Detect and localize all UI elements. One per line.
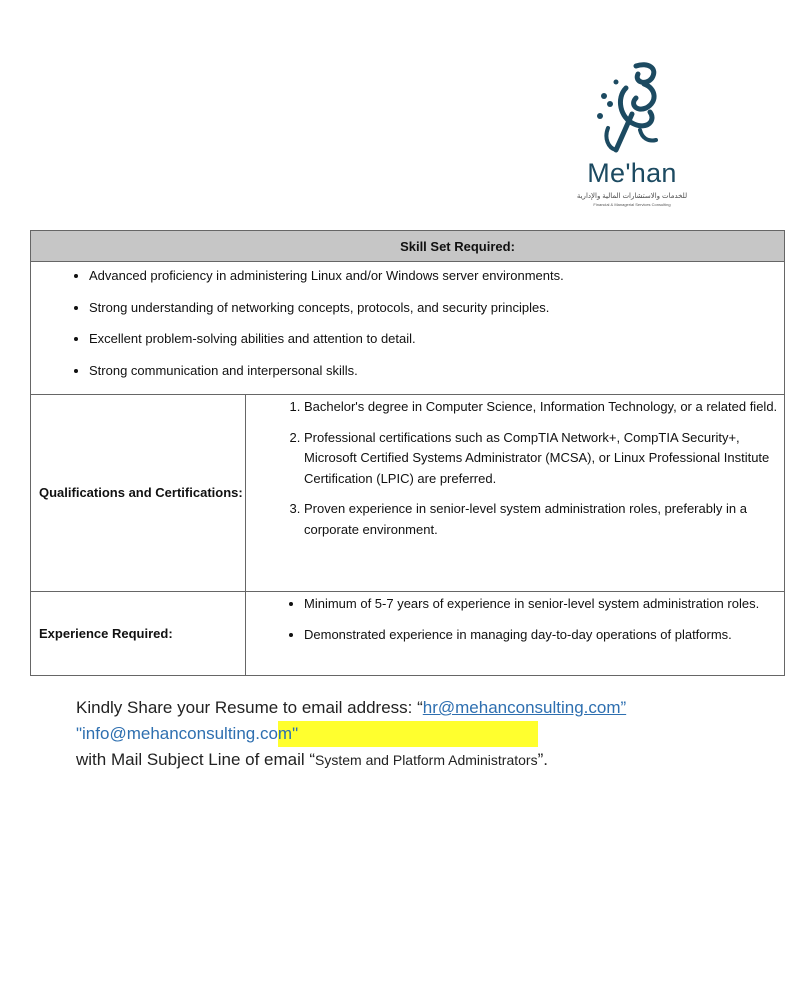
- qualifications-label: Qualifications and Certifications:: [31, 395, 246, 592]
- logo-name: Me'han: [587, 158, 677, 188]
- contact-line-3: [76, 747, 626, 773]
- qualification-item: 2. Professional certifications such as CompTIA Network+, CompTIA Security+, Microsoft Certified Systems Administrator (MCSA), or Linux Professional Institute Certification (LPIC) are preferred.: [304, 428, 784, 490]
- logo-tagline-english: Financial & Managerial Services Consulting: [593, 202, 671, 207]
- calligraphy-logo-icon: [586, 58, 674, 158]
- skills-table: [30, 230, 785, 676]
- qualifications-list: [246, 397, 784, 540]
- experience-label: Experience Required:: [31, 592, 246, 676]
- experience-item: • Minimum of 5-7 years of experience in senior-level system administration roles.: [304, 594, 784, 615]
- contact-prefix: Kindly Share your Resume to email address: “: [76, 698, 423, 717]
- contact-line-2: [76, 721, 626, 747]
- qualification-item: 1. Bachelor's degree in Computer Science, Information Technology, or a related field.: [304, 397, 784, 418]
- skill-item: • Excellent problem-solving abilities and attention to detail.: [89, 331, 784, 347]
- experience-item: • Demonstrated experience in managing day-to-day operations of platforms.: [304, 625, 784, 646]
- skills-cell: [31, 262, 785, 395]
- mail-subject: System and Platform Administrators: [315, 752, 538, 768]
- qualifications-cell: [246, 395, 785, 592]
- info-email[interactable]: "info@mehanconsulting.co: [76, 724, 278, 743]
- contact-section: [76, 695, 626, 773]
- skill-item: • Advanced proficiency in administering Linux and/or Windows server environments.: [89, 268, 784, 284]
- table-header: Skill Set Required:: [31, 231, 785, 262]
- hr-email-link[interactable]: hr@mehanconsulting.com”: [422, 698, 627, 717]
- qualification-item: 3. Proven experience in senior-level system administration roles, preferably in a corporate environment.: [304, 499, 784, 540]
- skills-list: [31, 268, 784, 379]
- skill-item: • Strong understanding of networking concepts, protocols, and security principles.: [89, 300, 784, 316]
- company-logo: [576, 58, 688, 214]
- experience-cell: [246, 592, 785, 676]
- logo-tagline-arabic: للخدمات والاستشارات المالية والإدارية: [576, 193, 688, 200]
- skill-item: • Strong communication and interpersonal skills.: [89, 363, 784, 379]
- subject-prefix: with Mail Subject Line of email “: [76, 750, 316, 769]
- subject-suffix: ”.: [537, 750, 548, 769]
- experience-list: [246, 594, 784, 645]
- contact-line-1: [76, 695, 626, 721]
- info-email-highlight: m": [278, 721, 538, 747]
